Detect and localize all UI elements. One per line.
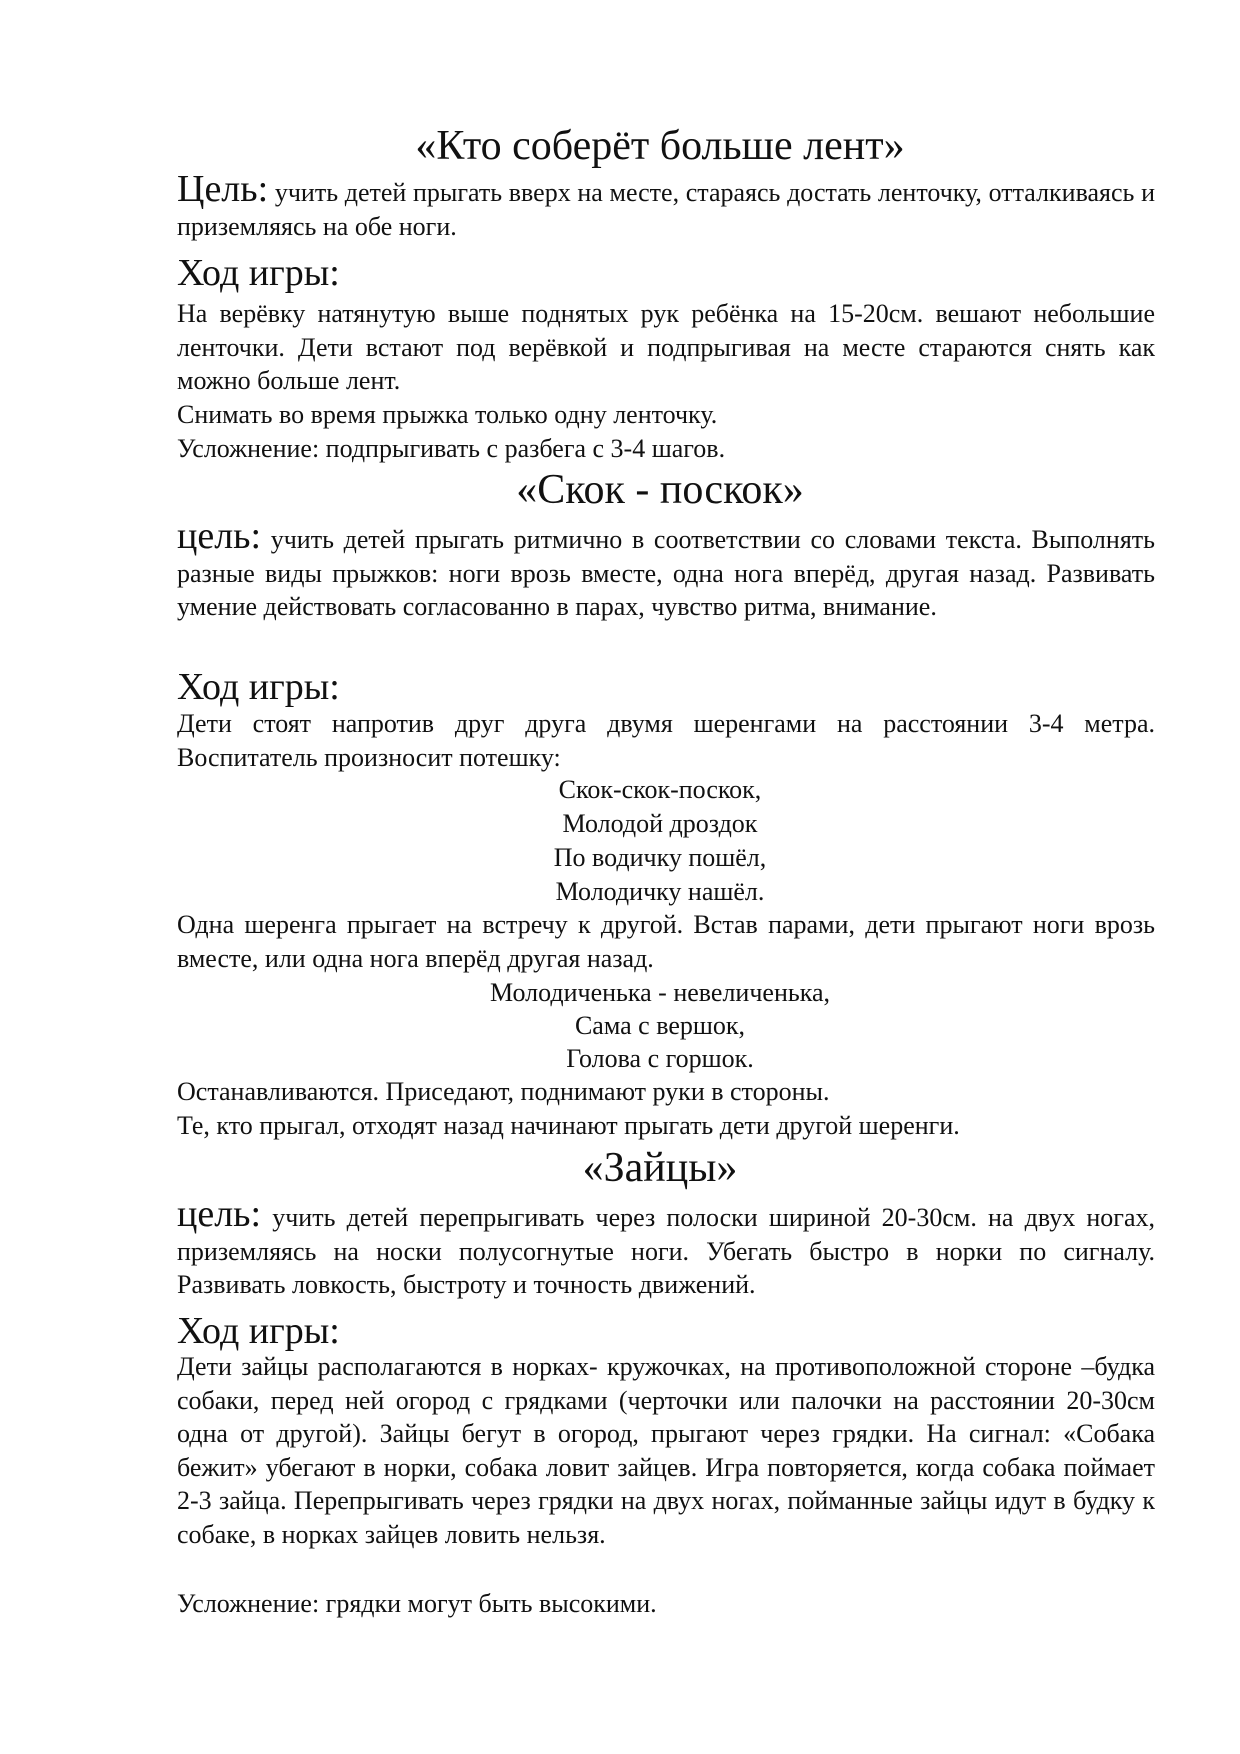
game3-course-heading: Ход игры: bbox=[177, 1310, 340, 1352]
game2-end-text: Те, кто прыгал, отходят назад начинают прыгать дети другой шеренги. bbox=[177, 1111, 960, 1140]
game2-goal-label: цель: bbox=[177, 515, 262, 557]
game2-middle-text: Одна шеренга прыгает на встречу к другой. Встав парами, дети прыгают ноги врозь вместе, или одна нога вперёд другая назад. bbox=[177, 910, 1155, 973]
game3-title: «Зайцы» bbox=[582, 1145, 738, 1191]
verse-line: По водичку пошёл, bbox=[553, 843, 767, 872]
game1-complication: Усложнение: подпрыгивать с разбега с 3-4 шагов. bbox=[177, 434, 726, 463]
game2-title: «Скок - поскок» bbox=[516, 467, 804, 513]
game1-rule: Снимать во время прыжка только одну ленточку. bbox=[177, 400, 718, 429]
game3-goal-label: цель: bbox=[177, 1193, 262, 1235]
game3-complication: Усложнение: грядки могут быть высокими. bbox=[177, 1589, 657, 1618]
verse-line: Сама с вершок, bbox=[574, 1011, 746, 1040]
game1-course-heading: Ход игры: bbox=[177, 252, 340, 294]
game1-title: «Кто соберёт больше лент» bbox=[415, 123, 905, 169]
verse-line: Молодиченька - невеличенька, bbox=[490, 978, 830, 1007]
game2-goal-text: учить детей прыгать ритмично в соответствии со словами текста. Выполнять разные виды прыжков: ноги врозь вместе, одна нога вперёд, другая назад. Развивать умение действовать согласованно в парах, чувство ритма, внимание. bbox=[177, 525, 1155, 621]
game3-goal bbox=[177, 1193, 1156, 1302]
game3-goal-text: учить детей перепрыгивать через полоски шириной 20-30см. на двух ногах, приземляясь на носки полусогнутые ноги. Убегать быстро в норки по сигналу. Развивать ловкость, быстроту и точность движений. bbox=[177, 1203, 1156, 1299]
game3-course-text: Дети зайцы располагаются в норках- кружочках, на противоположной стороне –будка собаки, перед ней огород с грядками (черточки или палочки на расстоянии 20-30см одна от другой). Зайцы бегут в огород, прыгают через грядки. На сигнал: «Собака бежит» убегают в норки, собака ловит зайцев. Игра повторяется, когда собака поймает 2-3 зайца. Перепрыгивать через грядки на двух ногах, пойманные зайцы идут в будку к собаке, в норках зайцев ловить нельзя. bbox=[177, 1352, 1155, 1549]
game2-course-text: Дети стоят напротив друг друга двумя шеренгами на расстоянии 3-4 метра. Воспитатель произносит потешку: bbox=[177, 709, 1155, 772]
game2-goal bbox=[177, 515, 1155, 624]
game1-goal-label: Цель: bbox=[177, 168, 269, 210]
game2-course-heading: Ход игры: bbox=[177, 666, 340, 708]
game1-course-text: На верёвку натянутую выше поднятых рук ребёнка на 15-20см. вешают небольшие ленточки. Дети встают под верёвкой и подпрыгивая на месте стараются снять как можно больше лент. bbox=[177, 299, 1155, 395]
game1-goal-text: учить детей прыгать вверх на месте, стараясь достать ленточку, отталкиваясь и приземляясь на обе ноги. bbox=[177, 178, 1155, 241]
verse-line: Скок-скок-поскок, bbox=[558, 775, 762, 804]
game1-goal bbox=[177, 168, 1155, 243]
verse-line: Голова с горшок. bbox=[566, 1044, 754, 1073]
game2-stop-text: Останавливаются. Приседают, поднимают руки в стороны. bbox=[177, 1077, 830, 1106]
verse-line: Молодичку нашёл. bbox=[555, 877, 765, 906]
verse-line: Молодой дроздок bbox=[562, 809, 758, 838]
